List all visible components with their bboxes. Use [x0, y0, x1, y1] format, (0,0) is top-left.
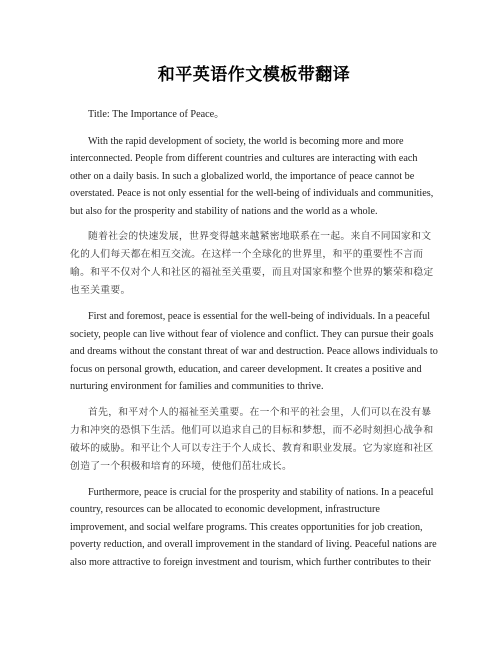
paragraph-zh-1: 随着社会的快速发展，世界变得越来越紧密地联系在一起。来自不同国家和文化的人们每天都在相互交流。在这样一个全球化的世界里，和平的重要性不言而喻。和平不仅对个人和社区的福祉至关重要，而且对国家和整个世界的繁荣和稳定也至关重要。: [70, 231, 434, 296]
paragraph-en-2: First and foremost, peace is essential for the well-being of individuals. In a peaceful society, people can live without fear of violence and conflict. They can pursue their goals and dreams without the constant threat of war and destruction. Peace allows individuals to focus on personal growth, education, and career development. It creates a positive and nurturing environment for families and communities to thrive.: [70, 311, 438, 392]
essay-title-line: Title: The Importance of Peace。: [88, 109, 225, 120]
paragraph-zh-2: 首先，和平对个人的福祉至关重要。在一个和平的社会里，人们可以在没有暴力和冲突的恐惧下生活。他们可以追求自己的目标和梦想，而不必时刻担心战争和破坏的威胁。和平让个人可以专注于个人成长、教育和职业发展。它为家庭和社区创造了一个积极和培育的环境，使他们茁壮成长。: [70, 406, 434, 472]
document-title: 和平英语作文模板带翻译: [157, 65, 351, 85]
paragraph-en-3: Furthermore, peace is crucial for the prosperity and stability of nations. In a peaceful country, resources can be allocated to economic development, infrastructure improvement, and social welfare programs. This creates opportunities for job creation, poverty reduction, and overall improvement in the standard of living. Peaceful nations are also more attractive to foreign investment and tourism, which further contributes to their: [70, 486, 437, 568]
paragraph-en-1: With the rapid development of society, the world is becoming more and more interconnected. People from different countries and cultures are interacting with each other on a daily basis. In such a globalized world, the importance of peace cannot be overstated. Peace is not only essential for the well-being of individuals and communities, but also for the prosperity and stability of nations and the world as a whole.: [70, 135, 434, 217]
